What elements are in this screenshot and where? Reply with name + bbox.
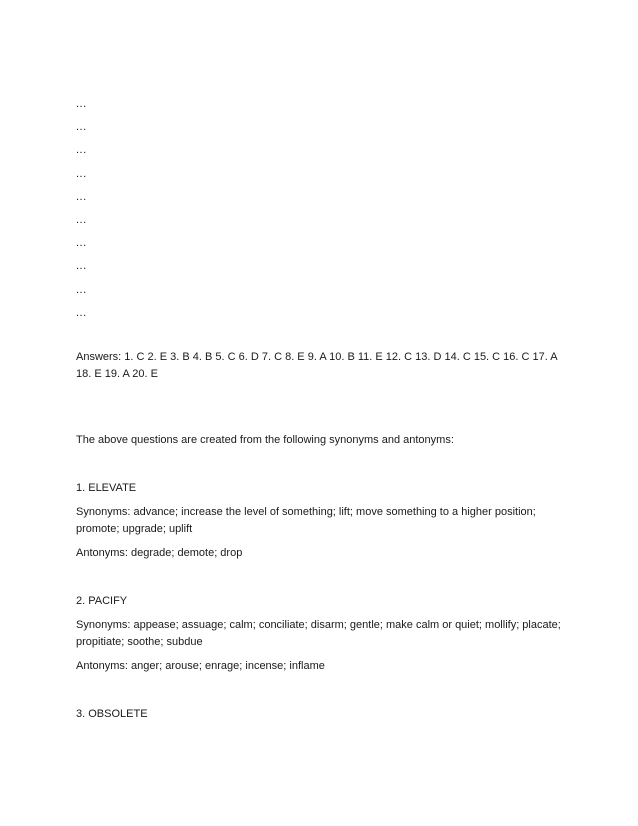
- ellipsis-line: ...: [76, 190, 87, 203]
- ellipsis-line: ...: [76, 283, 87, 296]
- entry-title: 3. OBSOLETE: [76, 707, 148, 720]
- ellipsis-line: ...: [76, 167, 87, 180]
- ellipsis-line: ...: [76, 144, 87, 157]
- ellipsis-list: [76, 93, 566, 325]
- ellipsis-line: ...: [76, 121, 87, 134]
- ellipsis-line: ...: [76, 306, 87, 319]
- ellipsis-line: ...: [76, 213, 87, 226]
- entry-antonyms: Antonyms: anger; arouse; enrage; incense; inflame: [76, 659, 325, 672]
- entry-title: 1. ELEVATE: [76, 481, 137, 494]
- answer-key: Answers: 1. C 2. E 3. B 4. B 5. C 6. D 7. C 8. E 9. A 10. B 11. E 12. C 13. D 14. C 15. C 16. C 17. A 18. E 19. A 20. E: [76, 350, 557, 380]
- document-content: [76, 93, 566, 723]
- entry-synonyms: Synonyms: advance; increase the level of something; lift; move something to a higher position; promote; upgrade; uplift: [76, 505, 536, 535]
- entry-antonyms: Antonyms: degrade; demote; drop: [76, 546, 243, 559]
- entry-synonyms: Synonyms: appease; assuage; calm; conciliate; disarm; gentle; make calm or quiet; mollify; placate; propitiate; soothe; subdue: [76, 618, 561, 648]
- ellipsis-line: ...: [76, 237, 87, 250]
- ellipsis-line: ...: [76, 260, 87, 273]
- intro-text: The above questions are created from the following synonyms and antonyms:: [76, 433, 454, 446]
- entry-title: 2. PACIFY: [76, 594, 128, 607]
- ellipsis-line: ...: [76, 98, 87, 110]
